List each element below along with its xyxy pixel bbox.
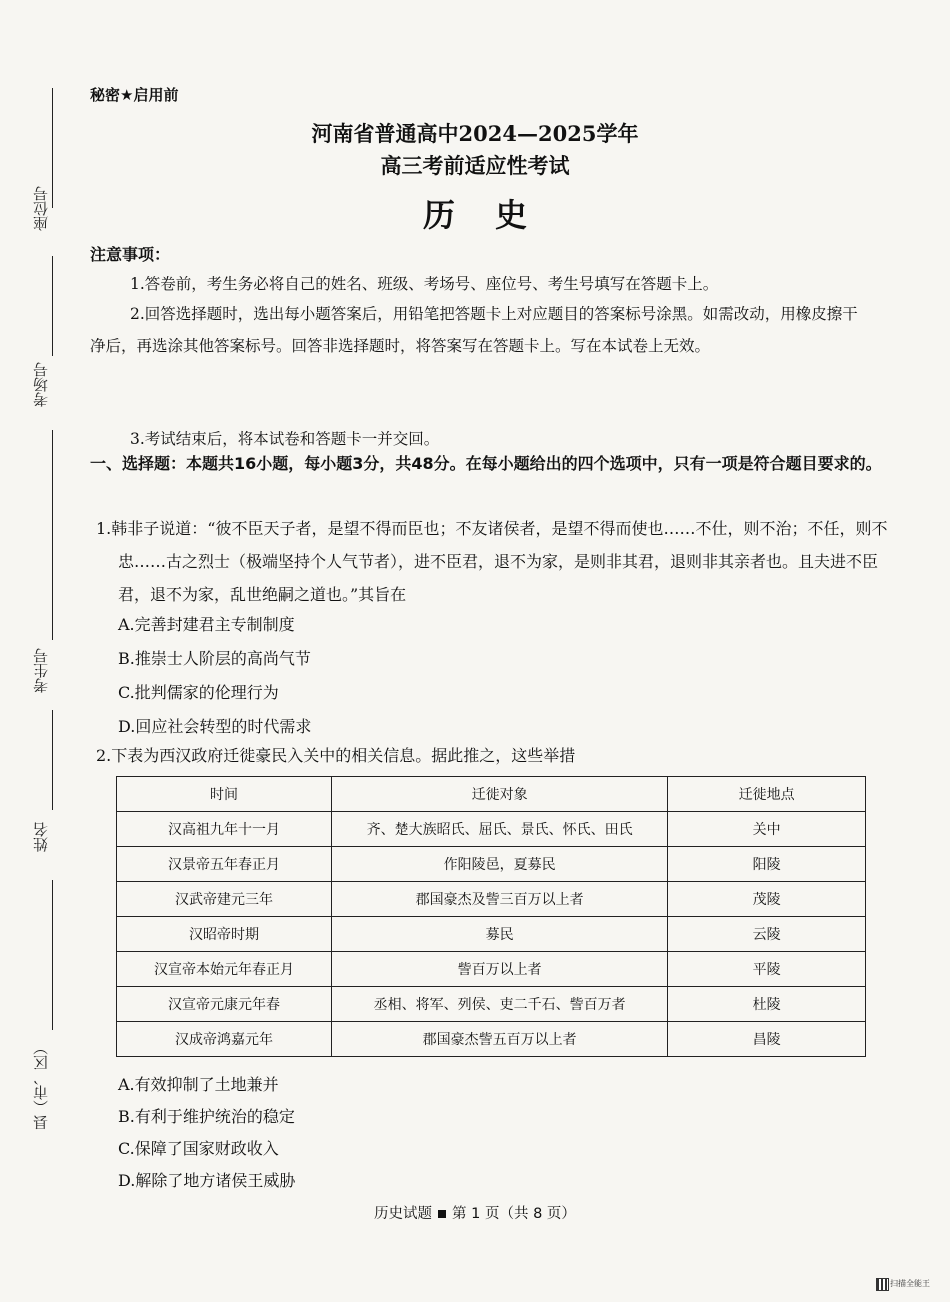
table-row	[117, 882, 866, 917]
table-cell: 昌陵	[668, 1022, 866, 1057]
examinee-label: 考生号	[32, 648, 50, 693]
table-row	[117, 917, 866, 952]
table-cell: 阳陵	[668, 847, 866, 882]
table-cell: 杜陵	[668, 987, 866, 1022]
question-1-stem: 1.韩非子说道：“彼不臣天子者，是望不得而臣也；不友诸侯者，是望不得而使也……不仕，则不治；不任，则不忠……古之烈士（极端坚持个人气节者），进不臣君，退不为家，是则非其君，退则非其亲者也。且夫进不臣君，退不为家，乱世绝嗣之道也。”其旨在	[96, 519, 888, 604]
notice-item-3: 3.考试结束后，将本试卷和答题卡一并交回。	[130, 430, 440, 448]
exam-subtitle: 高三考前适应性考试	[380, 153, 570, 178]
table-row	[117, 812, 866, 847]
table-row	[117, 987, 866, 1022]
q2-option-d: D.解除了地方诸侯王威胁	[118, 1171, 296, 1190]
notice-heading: 注意事项：	[90, 245, 171, 264]
table-cell: 郡国豪杰訾五百万以上者	[331, 1022, 667, 1057]
table-cell: 云陵	[668, 917, 866, 952]
footer-subject: 历史试题	[374, 1206, 433, 1222]
q1-option-b: B.推崇士人阶层的高尚气节	[118, 649, 311, 668]
question-2-stem: 2.下表为西汉政府迁徙豪民入关中的相关信息。据此推之，这些举措	[96, 746, 576, 765]
name-label: 姓名	[32, 822, 50, 852]
table-header-target: 迁徙对象	[331, 777, 667, 812]
table-header-row	[117, 777, 866, 812]
table-cell: 茂陵	[668, 882, 866, 917]
q2-option-a: A.有效抑制了土地兼并	[118, 1075, 279, 1094]
table-header-place: 迁徙地点	[668, 777, 866, 812]
page-footer	[0, 1202, 950, 1223]
migration-table	[116, 776, 866, 1057]
q1-option-a: A.完善封建君主专制制度	[118, 615, 295, 634]
table-cell: 汉高祖九年十一月	[117, 812, 332, 847]
seat-label: 座位号	[32, 186, 50, 231]
section-heading: 一、选择题：本题共16小题，每小题3分，共48分。在每小题给出的四个选项中，只有一项是符合题目要求的。	[90, 454, 882, 473]
q1-option-c: C.批判儒家的伦理行为	[118, 683, 279, 702]
table-cell: 汉昭帝时期	[117, 917, 332, 952]
table-cell: 汉景帝五年春正月	[117, 847, 332, 882]
table-cell: 汉成帝鸿嘉元年	[117, 1022, 332, 1057]
table-cell: 募民	[331, 917, 667, 952]
table-row	[117, 1022, 866, 1057]
table-cell: 作阳陵邑，夏募民	[331, 847, 667, 882]
footer-separator	[438, 1210, 446, 1218]
name-line	[52, 710, 53, 810]
room-line	[52, 256, 53, 356]
table-header-time: 时间	[117, 777, 332, 812]
table-cell: 汉宣帝本始元年春正月	[117, 952, 332, 987]
examinee-line	[52, 430, 53, 640]
table-cell: 訾百万以上者	[331, 952, 667, 987]
table-cell: 平陵	[668, 952, 866, 987]
table-cell: 汉宣帝元康元年春	[117, 987, 332, 1022]
room-label: 考场号	[32, 362, 50, 407]
secret-mark: 秘密★启用前	[90, 86, 179, 104]
table-cell: 丞相、将军、列侯、吏二千石、訾百万者	[331, 987, 667, 1022]
scanner-watermark: 扫描全能王	[890, 1279, 930, 1288]
county-label: 县（市、区）	[32, 1040, 50, 1130]
notice-item-1: 1.答卷前，考生务必将自己的姓名、班级、考场号、座位号、考生号填写在答题卡上。	[130, 275, 719, 293]
footer-page: 第 1 页（共 8 页）	[452, 1206, 576, 1222]
qr-code-icon	[876, 1278, 889, 1291]
table-cell: 关中	[668, 812, 866, 847]
q1-option-d: D.回应社会转型的时代需求	[118, 717, 312, 736]
county-line	[52, 880, 53, 1030]
table-cell: 汉武帝建元三年	[117, 882, 332, 917]
q2-option-c: C.保障了国家财政收入	[118, 1139, 279, 1158]
subject-title: 历史	[422, 196, 567, 234]
table-cell: 齐、楚大族昭氏、屈氏、景氏、怀氏、田氏	[331, 812, 667, 847]
table-row	[117, 847, 866, 882]
table-row	[117, 952, 866, 987]
exam-title: 河南省普通高中2024—2025学年	[311, 121, 639, 146]
q2-option-b: B.有利于维护统治的稳定	[118, 1107, 295, 1126]
table-cell: 郡国豪杰及訾三百万以上者	[331, 882, 667, 917]
notice-item-2: 2.回答选择题时，选出每小题答案后，用铅笔把答题卡上对应题目的答案标号涂黑。如需改动，用橡皮擦干净后，再选涂其他答案标号。回答非选择题时，将答案写在答题卡上。写在本试卷上无效。	[90, 305, 858, 355]
